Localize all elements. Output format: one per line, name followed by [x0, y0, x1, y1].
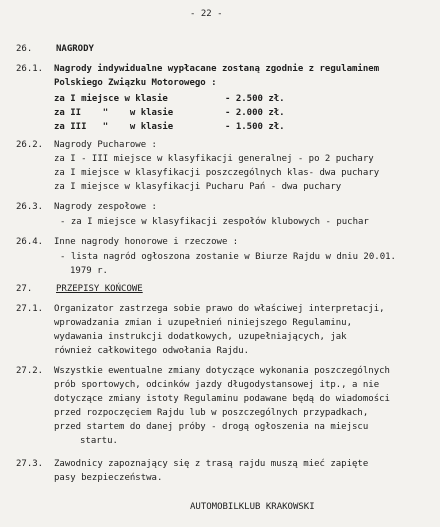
section-27-number: 27.	[16, 284, 33, 294]
item-26-4-number: 26.4.	[16, 237, 44, 247]
item-27-3-line-2: pasy bezpieczeństwa.	[54, 473, 163, 483]
prize-row-3-amount: - 1.500 zł.	[225, 122, 285, 132]
item-27-2-number: 27.2.	[16, 366, 44, 376]
item-26-3-number: 26.3.	[16, 202, 44, 212]
item-27-2-line-2: prób sportowych, odcinków jazdy długodystansowej itp., a nie	[54, 380, 380, 390]
item-26-4-line-1: Inne nagrody honorowe i rzeczowe :	[54, 237, 239, 247]
item-27-2-line-1: Wszystkie ewentualne zmiany dotyczące wykonania poszczególnych	[54, 366, 390, 376]
item-26-3-line-2: - za I miejsce w klasyfikacji zespołów klubowych - puchar	[60, 217, 369, 227]
page-number: - 22 -	[190, 9, 223, 19]
item-27-3-number: 27.3.	[16, 459, 44, 469]
prize-row-1-place: za I miejsce w klasie	[54, 94, 168, 104]
item-27-2-line-4: przed rozpoczęciem Rajdu lub w poszczególnych przypadkach,	[54, 408, 369, 418]
item-27-1-line-1: Organizator zastrzega sobie prawo do właściwej interpretacji,	[54, 304, 385, 314]
item-26-1-line-1: Nagrody indywidualne wypłacane zostaną zgodnie z regulaminem	[54, 64, 380, 74]
prize-row-3-place: za III " w klasie	[54, 122, 174, 132]
item-26-1-number: 26.1.	[16, 64, 44, 74]
item-26-3-line-1: Nagrody zespołowe :	[54, 202, 157, 212]
prize-row-1-amount: - 2.500 zł.	[225, 94, 285, 104]
item-26-2-line-1: Nagrody Pucharowe :	[54, 140, 157, 150]
item-27-3-line-1: Zawodnicy zapoznający się z trasą rajdu muszą mieć zapięte	[54, 459, 369, 469]
item-27-2-line-6: startu.	[80, 436, 118, 446]
section-27-title: PRZEPISY KOŃCOWE	[56, 284, 143, 294]
item-27-1-number: 27.1.	[16, 304, 44, 314]
section-26-title: NAGRODY	[56, 44, 94, 54]
item-27-1-line-2: wprowadzania zmian i uzupełnień niniejszego Regulaminu,	[54, 318, 353, 328]
item-27-1-line-3: wydawania instrukcji dodatkowych, uzupełniających, jak	[54, 332, 347, 342]
item-26-4-line-3: 1979 r.	[70, 266, 108, 276]
item-26-2-line-2: za I - III miejsce w klasyfikacji generalnej - po 2 puchary	[54, 154, 374, 164]
section-26-number: 26.	[16, 44, 33, 54]
item-27-1-line-4: również całkowitego odwołania Rajdu.	[54, 346, 250, 356]
item-26-2-number: 26.2.	[16, 140, 44, 150]
prize-row-2-place: za II " w klasie	[54, 108, 174, 118]
item-26-2-line-3: za I miejsce w klasyfikacji poszczególnych klas- dwa puchary	[54, 168, 380, 178]
item-26-2-line-4: za I miejsce w klasyfikacji Pucharu Pań - dwa puchary	[54, 182, 342, 192]
item-27-2-line-5: przed startem do danej próby - drogą ogłoszenia na miejscu	[54, 422, 369, 432]
item-26-1-line-2: Polskiego Związku Motorowego :	[54, 78, 217, 88]
item-27-2-line-3: dotyczące zmiany istoty Regulaminu podawane będą do wiadomości	[54, 394, 390, 404]
signature-line: AUTOMOBILKLUB KRAKOWSKI	[190, 502, 315, 512]
prize-row-2-amount: - 2.000 zł.	[225, 108, 285, 118]
item-26-4-line-2: - lista nagród ogłoszona zostanie w Biurze Rajdu w dniu 20.01.	[60, 252, 396, 262]
